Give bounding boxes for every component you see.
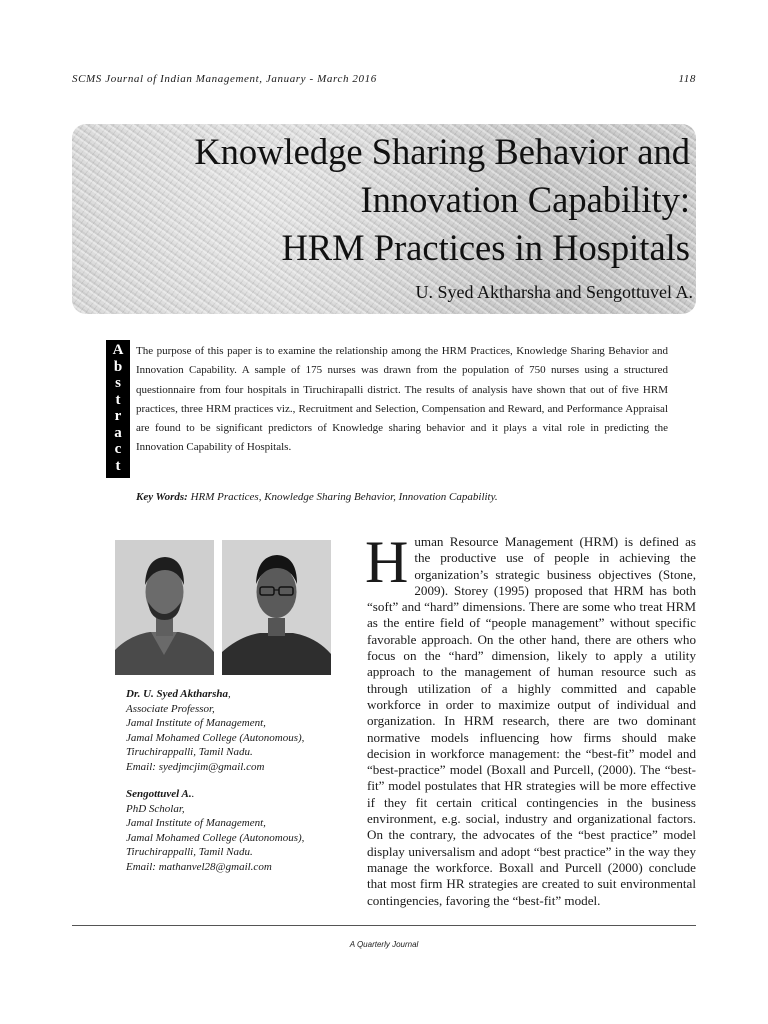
author-location: Tiruchirappalli, Tamil Nadu.: [126, 846, 253, 858]
author-name: Dr. U. Syed Aktharsha: [126, 688, 228, 700]
title-line: Knowledge Sharing Behavior and: [194, 131, 690, 172]
article-authors: U. Syed Aktharsha and Sengottuvel A.: [415, 282, 693, 302]
title-line: Innovation Capability:: [360, 179, 690, 220]
author-details-sengottuvel: [126, 787, 366, 874]
abstract-letter: a: [114, 424, 122, 441]
drop-cap: H: [365, 529, 409, 595]
author-location: Tiruchirappalli, Tamil Nadu.: [126, 746, 253, 758]
running-head: [72, 73, 696, 85]
author-photo-aktharsha: [115, 540, 214, 675]
author-designation: Associate Professor,: [126, 702, 215, 715]
author-institute: Jamal Institute of Management,: [126, 717, 266, 729]
author-institute: Jamal Institute of Management,: [126, 817, 266, 829]
keywords-label: Key Words:: [136, 491, 188, 503]
abstract-letter: b: [113, 358, 123, 375]
abstract-letter: s: [115, 375, 121, 392]
author-name: Sengottuvel A.: [126, 788, 192, 800]
keywords: [136, 491, 498, 503]
title-line: HRM Practices in Hospitals: [281, 227, 690, 268]
keywords-text: HRM Practices, Knowledge Sharing Behavior, Innovation Capability.: [190, 491, 498, 503]
page-number: 118: [678, 73, 696, 85]
body-paragraph: [365, 529, 696, 909]
author-email: Email: mathanvel28@gmail.com: [126, 860, 272, 873]
author-college: Jamal Mohamed College (Autonomous),: [126, 831, 305, 844]
abstract-letter: r: [114, 408, 122, 425]
author-designation: PhD Scholar,: [126, 802, 185, 815]
abstract-text: The purpose of this paper is to examine the relationship among the HRM Practices, Knowledge Sharing Behavior and Innovation Capability. A sample of 175 nurses was drawn from the population of 750 nurses using a structured questionnaire from four hospitals in Tiruchirapalli district. The results of analysis have shown that out of five HRM practices, three HRM practices viz., Recruitment and Selection, Compensation and Reward, and Performance Appraisal are found to be significant predictors of Knowledge sharing behavior and it plays a vital role in predicting the Innovation Capability of Hospitals.: [136, 345, 668, 454]
author-college: Jamal Mohamed College (Autonomous),: [126, 731, 305, 744]
author-details-aktharsha: [126, 687, 366, 774]
abstract-letter: c: [114, 441, 122, 458]
body-text: uman Resource Management (HRM) is defined as the productive use of people in achieving the organization’s strategic business objectives (Stone, 2009). Storey (1995) proposed that HRM has both “soft” and “hard” dimensions. There are some who treat HRM as the entire field of “people management” without specific favorable approach. On the other hand, there are others who focus on the “hard” dimension, likely to apply a utility approach to the management of human resource such as through utilization of a highly committed and capable workforce in order to maximize output of individual and organization. In HRM research, there are two dominant normative models influencing how firms should make decision in workforce management: the “best-fit” model and “best-practice” model (Boxall and Purcell, (2000). The “best-fit” model postulates that HR strategies will be more effective if they fit certain critical contingencies in the business environment, e.g. social, industry and organizational factors. On the contrary, the advocates of the “best practice” model display universalism and adopt “best practice” in the way they manage the workforce. Boxall and Purcell (2000) conclude that most firm HR strategies are created to suit environmental contingencies, favoring the “best-fit” model.: [367, 534, 696, 908]
abstract-label: [106, 340, 130, 478]
article-title: [90, 128, 690, 272]
author-email: Email: syedjmcjim@gmail.com: [126, 760, 265, 773]
footer-rule: [72, 925, 696, 926]
abstract-letter: t: [115, 457, 121, 474]
journal-name: SCMS Journal of Indian Management, January - March 2016: [72, 73, 377, 85]
footer-text: A Quarterly Journal: [349, 940, 419, 949]
author-name-suffix: .: [191, 788, 195, 800]
abstract-letter: A: [112, 342, 124, 358]
author-name-suffix: ,: [227, 688, 231, 700]
abstract-letter: t: [115, 391, 121, 408]
author-photo-sengottuvel: [222, 540, 331, 675]
